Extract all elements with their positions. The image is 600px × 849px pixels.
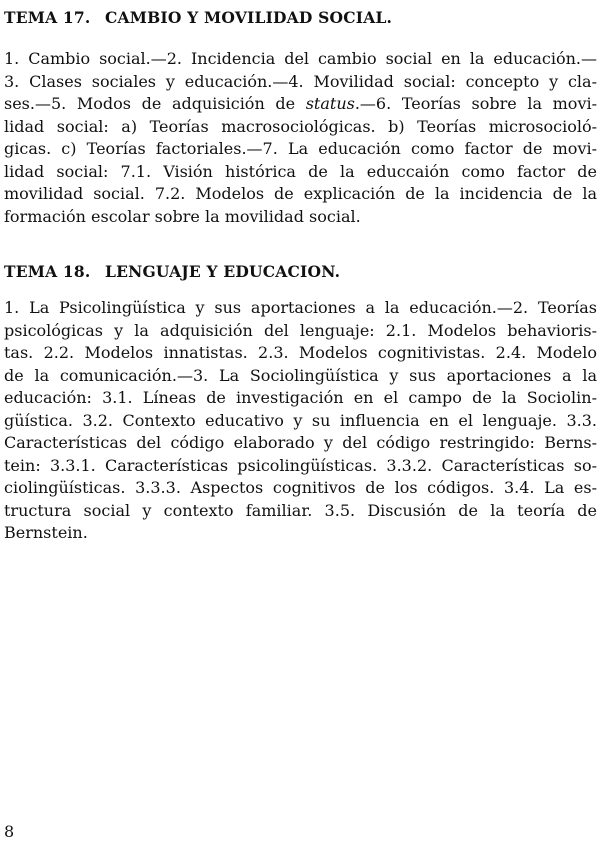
text-line bbox=[4, 500, 597, 523]
text-segment: formación escolar sobre la movilidad social. bbox=[4, 206, 361, 226]
text-line bbox=[4, 161, 597, 184]
text-line bbox=[4, 387, 597, 410]
text-segment: 1. La Psicolingüística y sus aportaciones a la educación.—2. Teorías bbox=[4, 298, 597, 317]
text-line bbox=[4, 365, 597, 388]
text-segment: Bernstein. bbox=[4, 523, 88, 542]
text-line bbox=[4, 432, 597, 455]
section-title: LENGUAJE Y EDUCACION. bbox=[105, 262, 341, 281]
section-body-tema-17 bbox=[4, 48, 597, 228]
section-number: TEMA 18. bbox=[4, 262, 91, 281]
text-segment: movilidad social. 7.2. Modelos de explicación de la incidencia de la bbox=[4, 184, 597, 203]
text-line bbox=[4, 410, 597, 433]
text-line bbox=[4, 71, 597, 94]
text-line bbox=[4, 48, 597, 71]
page-number: 8 bbox=[4, 822, 15, 841]
text-segment: güística. 3.2. Contexto educativo y su influencia en el lenguaje. 3.3. bbox=[4, 410, 597, 430]
text-segment: ses.—5. Modos de adquisición de bbox=[4, 94, 306, 113]
text-line bbox=[4, 342, 597, 365]
section-heading-tema-18 bbox=[4, 262, 340, 281]
text-segment: lidad social: a) Teorías macrosociológicas. b) Teorías microsocioló- bbox=[4, 116, 597, 136]
italic-term: status bbox=[305, 94, 355, 113]
text-line bbox=[4, 183, 597, 206]
text-segment: Características del código elaborado y del código restringido: Berns- bbox=[4, 433, 597, 452]
text-segment: psicológicas y la adquisición del lenguaje: 2.1. Modelos behavioris- bbox=[4, 320, 597, 340]
text-segment: 3. Clases sociales y educación.—4. Movilidad social: concepto y cla- bbox=[4, 71, 597, 91]
text-line bbox=[4, 93, 597, 116]
text-line bbox=[4, 522, 597, 545]
text-line bbox=[4, 320, 597, 343]
text-line bbox=[4, 138, 597, 161]
text-segment: lidad social: 7.1. Visión histórica de la educcaión como factor de bbox=[4, 161, 597, 181]
text-line bbox=[4, 477, 597, 500]
text-segment: tructura social y contexto familiar. 3.5. Discusión de la teoría de bbox=[4, 500, 597, 520]
text-line bbox=[4, 206, 597, 229]
text-line bbox=[4, 116, 597, 139]
text-segment: ciolingüísticas. 3.3.3. Aspectos cognitivos de los códigos. 3.4. La es- bbox=[4, 478, 597, 497]
section-title: CAMBIO Y MOVILIDAD SOCIAL. bbox=[105, 8, 393, 27]
text-segment: tas. 2.2. Modelos innatistas. 2.3. Modelos cognitivistas. 2.4. Modelo bbox=[4, 343, 597, 362]
text-line bbox=[4, 297, 597, 320]
section-number: TEMA 17. bbox=[4, 8, 91, 27]
text-segment: .—6. Teorías sobre la movi- bbox=[354, 94, 597, 113]
text-segment: tein: 3.3.1. Características psicolingüísticas. 3.3.2. Características so- bbox=[4, 455, 597, 475]
text-segment: de la comunicación.—3. La Sociolingüística y sus aportaciones a la bbox=[4, 365, 597, 385]
section-body-tema-18 bbox=[4, 297, 597, 545]
text-segment: educación: 3.1. Líneas de investigación en el campo de la Sociolin- bbox=[4, 388, 597, 407]
text-segment: gicas. c) Teorías factoriales.—7. La educación como factor de movi- bbox=[4, 139, 597, 158]
section-heading-tema-17 bbox=[4, 8, 392, 27]
text-segment: 1. Cambio social.—2. Incidencia del cambio social en la educación.— bbox=[4, 49, 597, 68]
text-line bbox=[4, 455, 597, 478]
